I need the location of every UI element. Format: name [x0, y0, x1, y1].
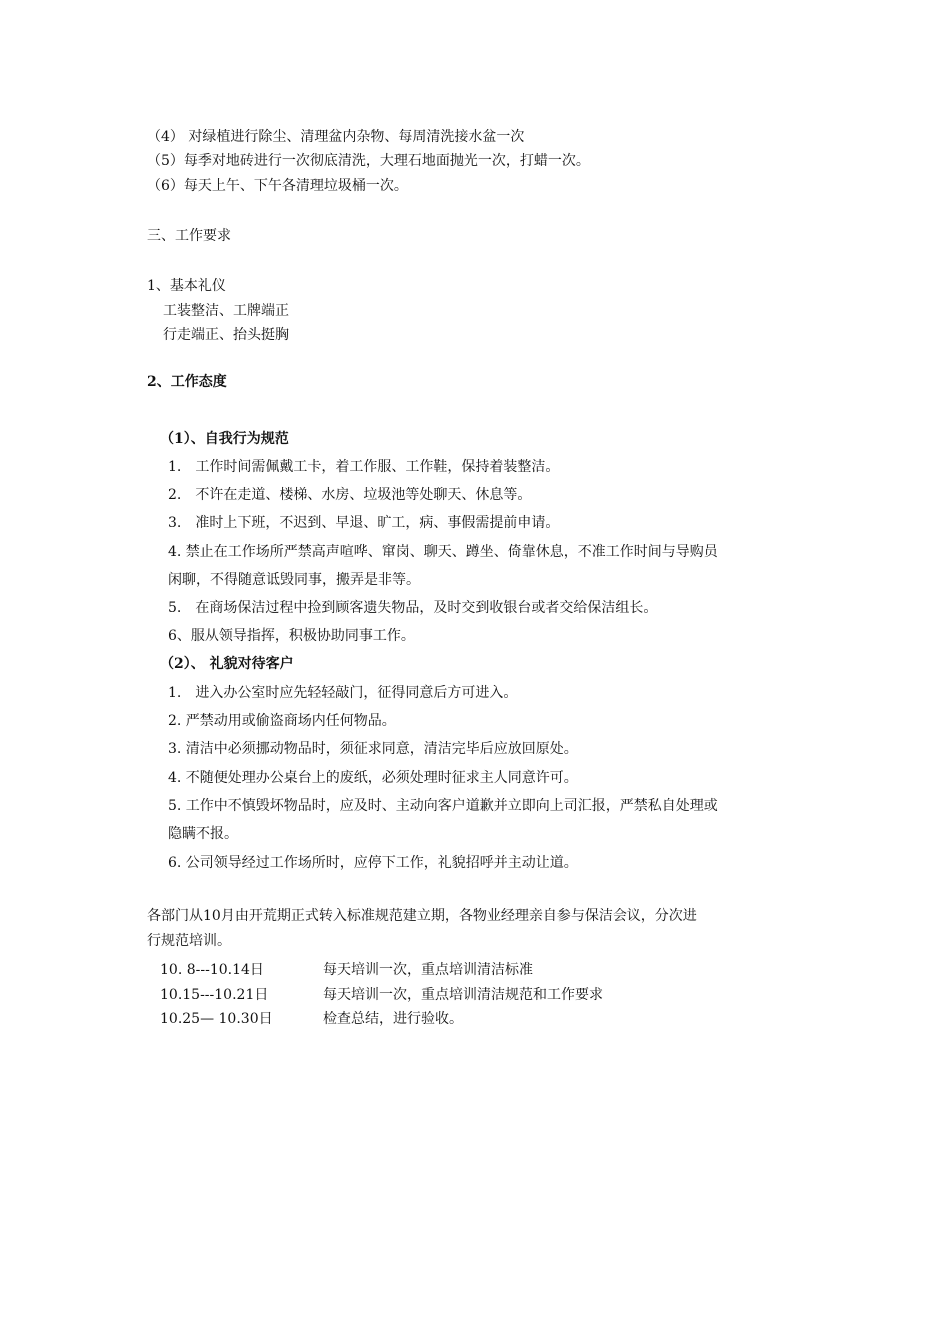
list-item: 工装整洁、工牌端正	[163, 303, 289, 319]
group-heading: （1）、自我行为规范	[160, 431, 289, 447]
schedule-description: 每天培训一次，重点培训清洁规范和工作要求	[323, 987, 603, 1003]
list-item: 2. 不许在走道、楼梯、水房、垃圾池等处聊天、休息等。	[168, 487, 532, 503]
list-item: （6）每天上午、下午各清理垃圾桶一次。	[147, 178, 408, 194]
list-item: 6、服从领导指挥，积极协助同事工作。	[168, 628, 415, 644]
group-heading: （2）、 礼貌对待客户	[160, 656, 294, 672]
list-item: 2. 严禁动用或偷盗商场内任何物品。	[168, 713, 396, 729]
list-item: 6. 公司领导经过工作场所时，应停下工作，礼貌招呼并主动让道。	[168, 855, 578, 871]
list-item: （5）每季对地砖进行一次彻底清洗，大理石地面抛光一次，打蜡一次。	[147, 153, 590, 169]
section-heading: 三、工作要求	[147, 228, 231, 244]
paragraph-line: 各部门从10月由开荒期正式转入标准规范建立期，各物业经理亲自参与保洁会议，分次进	[147, 908, 697, 924]
list-item: 5. 在商场保洁过程中捡到顾客遗失物品，及时交到收银台或者交给保洁组长。	[168, 600, 658, 616]
list-item: 行走端正、抬头挺胸	[163, 327, 289, 343]
paragraph-line: 行规范培训。	[147, 933, 231, 949]
schedule-date: 10.15---10.21日	[160, 987, 269, 1003]
list-item: 4. 禁止在工作场所严禁高声喧哗、窜岗、聊天、蹲坐、倚靠休息，不准工作时间与导购员	[168, 544, 718, 560]
list-item: 3. 清洁中必须挪动物品时，须征求同意，清洁完毕后应放回原处。	[168, 741, 578, 757]
list-item: 5. 工作中不慎毁坏物品时，应及时、主动向客户道歉并立即向上司汇报，严禁私自处理或	[168, 798, 718, 814]
list-item: 4. 不随便处理办公桌台上的废纸，必须处理时征求主人同意许可。	[168, 770, 578, 786]
subsection-heading: 2、工作态度	[147, 374, 227, 390]
list-item: 1. 进入办公室时应先轻轻敲门，征得同意后方可进入。	[168, 685, 518, 701]
list-item: 1. 工作时间需佩戴工卡，着工作服、工作鞋，保持着装整洁。	[168, 459, 560, 475]
schedule-date: 10.25— 10.30日	[160, 1011, 273, 1027]
subsection-heading: 1、基本礼仪	[147, 278, 226, 294]
list-item: 闲聊，不得随意诋毁同事，搬弄是非等。	[168, 572, 420, 588]
schedule-date: 10. 8---10.14日	[160, 962, 264, 978]
list-item: 3. 准时上下班，不迟到、早退、旷工，病、事假需提前申请。	[168, 515, 560, 531]
schedule-description: 检查总结，进行验收。	[323, 1011, 463, 1027]
schedule-description: 每天培训一次，重点培训清洁标准	[323, 962, 533, 978]
list-item: （4） 对绿植进行除尘、清理盆内杂物、每周清洗接水盆一次	[147, 129, 525, 145]
list-item: 隐瞒不报。	[168, 826, 238, 842]
